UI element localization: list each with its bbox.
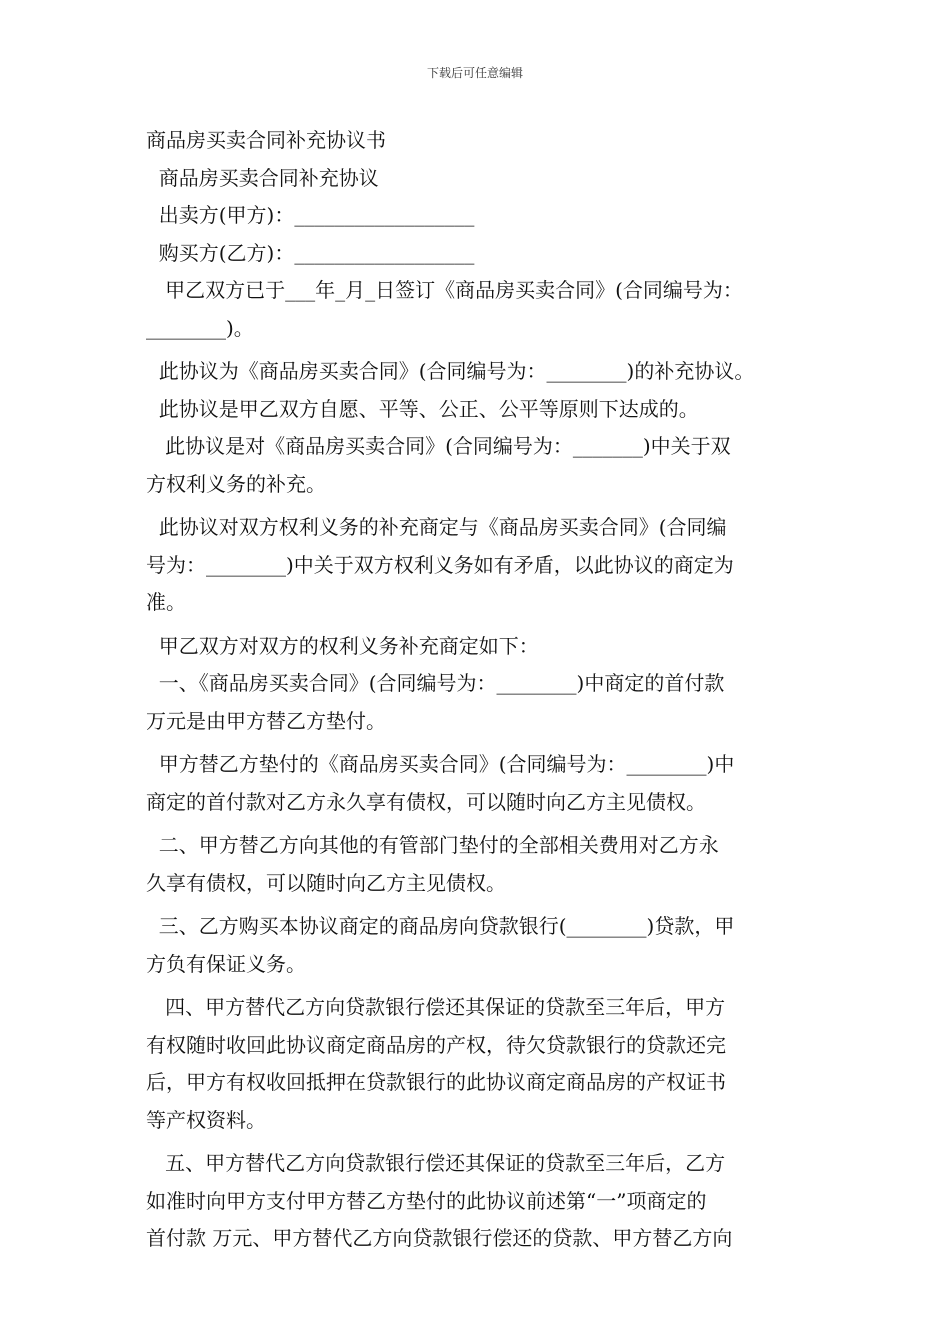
paragraph-line: 号为：________)中关于双方权利义务如有矛盾，以此协议的商定为 bbox=[146, 552, 734, 577]
document-title: 商品房买卖合同补充协议书 bbox=[146, 128, 386, 152]
clause-4-line: 后，甲方有权收回抵押在贷款银行的此协议商定商品房的产权证书 bbox=[146, 1070, 726, 1094]
clause-1-line: 万元是由甲方替乙方垫付。 bbox=[146, 708, 386, 733]
paragraph-line: 此协议为《商品房买卖合同》(合同编号为：________)的补充协议。 bbox=[146, 359, 755, 383]
seller-line: 出卖方(甲方)：__________________ bbox=[146, 203, 475, 227]
paragraph-line: ________)。 bbox=[146, 315, 254, 340]
paragraph-line: 此协议是甲乙双方自愿、平等、公正、公平等原则下达成的。 bbox=[146, 396, 699, 421]
paragraph-line: 方权利义务的补充。 bbox=[146, 471, 326, 496]
clause-4-line: 等产权资料。 bbox=[146, 1107, 266, 1132]
paragraph-line: 此协议对双方权利义务的补充商定与《商品房买卖合同》(合同编 bbox=[146, 515, 727, 539]
clause-5-line: 首付款 万元、甲方替代乙方向贷款银行偿还的贷款、甲方替乙方向 bbox=[146, 1226, 733, 1250]
clause-4-line: 四、甲方替代乙方向贷款银行偿还其保证的贷款至三年后，甲方 bbox=[146, 995, 726, 1019]
buyer-line: 购买方(乙方)：__________________ bbox=[146, 240, 475, 265]
paragraph-line: 甲乙双方已于___年_月_日签订《商品房买卖合同》(合同编号为： bbox=[146, 278, 743, 302]
clause-5-line: 五、甲方替代乙方向贷款银行偿还其保证的贷款至三年后，乙方 bbox=[146, 1151, 726, 1175]
document-subtitle: 商品房买卖合同补充协议 bbox=[146, 165, 379, 190]
paragraph-line: 此协议是对《商品房买卖合同》(合同编号为：_______)中关于双 bbox=[146, 434, 731, 458]
clause-4-line: 有权随时收回此协议商定商品房的产权，待欠贷款银行的贷款还完 bbox=[146, 1032, 726, 1057]
paragraph-line: 甲乙双方对双方的权利义务补充商定如下： bbox=[146, 633, 539, 658]
clause-3-line: 三、乙方购买本协议商定的商品房向贷款银行(________)贷款，甲 bbox=[146, 914, 735, 938]
clause-2-line: 二、甲方替乙方向其他的有管部门垫付的全部相关费用对乙方永 bbox=[146, 833, 719, 857]
clause-5-line: 如准时向甲方支付甲方替乙方垫付的此协议前述第“一”项商定的 bbox=[146, 1188, 707, 1213]
clause-2-line: 久享有债权，可以随时向乙方主见债权。 bbox=[146, 870, 506, 895]
clause-3-line: 方负有保证义务。 bbox=[146, 951, 306, 976]
paragraph-line: 甲方替乙方垫付的《商品房买卖合同》(合同编号为：________)中 bbox=[146, 752, 735, 776]
page-header-note: 下载后可任意编辑 bbox=[426, 66, 523, 80]
paragraph-line: 准。 bbox=[146, 590, 186, 614]
paragraph-line: 商定的首付款对乙方永久享有债权，可以随时向乙方主见债权。 bbox=[146, 789, 706, 814]
clause-1-line: 一、《商品房买卖合同》(合同编号为：________)中商定的首付款 bbox=[146, 671, 725, 695]
document-body bbox=[146, 122, 810, 1258]
